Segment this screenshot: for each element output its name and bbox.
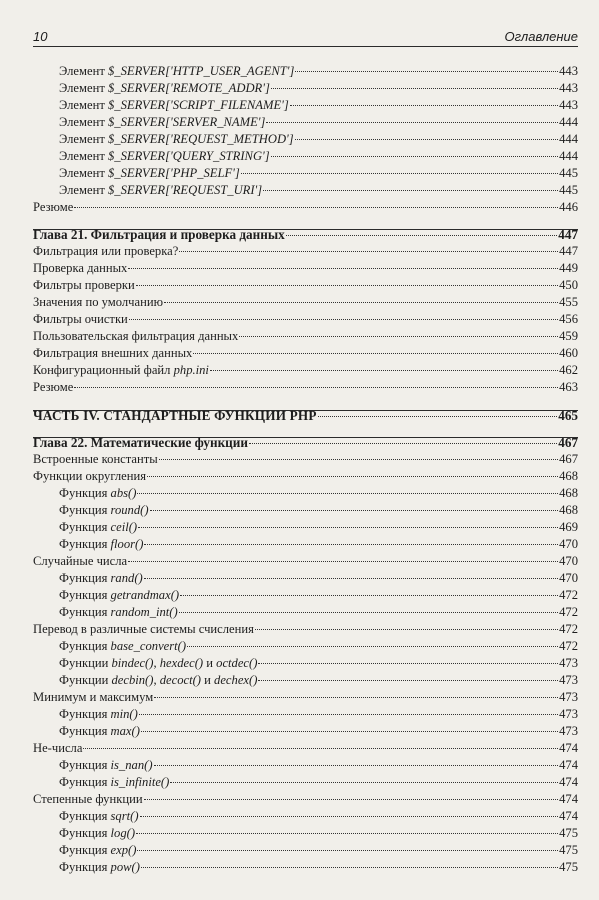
toc-page-number: 474: [559, 809, 578, 823]
toc-page-number: 473: [559, 724, 578, 738]
toc-page-number: 460: [559, 346, 578, 360]
toc-entry-label: Элемент $_SERVER['SERVER_NAME']: [59, 115, 266, 129]
toc-entry-label: Функция round(): [59, 503, 149, 517]
toc-page-number: 474: [559, 775, 578, 789]
toc-entry-label: Функция abs(): [59, 486, 137, 500]
toc-page-number: 474: [559, 758, 578, 772]
toc-entry-label: Пользовательская фильтрация данных: [33, 329, 239, 343]
toc-entry: [33, 707, 578, 722]
page-header: [33, 27, 578, 45]
toc-entry-label: Фильтрация внешних данных: [33, 346, 193, 360]
toc-page-number: 470: [559, 554, 578, 568]
toc-entry-label: Резюме: [33, 380, 74, 394]
toc-entry-label: Случайные числа: [33, 554, 128, 568]
toc-page-number: 475: [559, 826, 578, 840]
dot-leader: [144, 799, 559, 800]
toc-entry-label: Функция sqrt(): [59, 809, 139, 823]
toc-entry: [33, 588, 578, 603]
dot-leader: [128, 268, 558, 269]
page-number: 10: [33, 29, 48, 44]
dot-leader: [154, 697, 558, 698]
toc-entry-label: Элемент $_SERVER['REQUEST_METHOD']: [59, 132, 294, 146]
toc-entry-label: Функции округления: [33, 469, 146, 483]
toc-page-number: 472: [559, 588, 578, 602]
dot-leader: [290, 105, 558, 106]
dot-leader: [258, 663, 558, 664]
toc-entry-label: Глава 21. Фильтрация и проверка данных: [33, 227, 285, 242]
toc-entry: [33, 132, 578, 147]
toc-entry-label: Функция max(): [59, 724, 140, 738]
toc-page-number: 472: [559, 605, 578, 619]
dot-leader: [263, 190, 558, 191]
toc-entry-label: Элемент $_SERVER['QUERY_STRING']: [59, 149, 270, 163]
toc-page-number: 469: [559, 520, 578, 534]
toc-entry: [33, 261, 578, 276]
toc-entry: [33, 843, 578, 858]
toc-entry: [33, 775, 578, 790]
toc-entry: [33, 520, 578, 535]
toc-page-number: 468: [559, 469, 578, 483]
toc-entry: [33, 690, 578, 705]
toc-entry: [33, 554, 578, 569]
toc-entry-label: Элемент $_SERVER['SCRIPT_FILENAME']: [59, 98, 289, 112]
running-title: Оглавление: [504, 29, 578, 44]
dot-leader: [137, 850, 558, 851]
toc-page-number: 473: [559, 690, 578, 704]
dot-leader: [255, 629, 558, 630]
dot-leader: [241, 173, 558, 174]
dot-leader: [137, 493, 558, 494]
toc-page-number: 445: [559, 183, 578, 197]
dot-leader: [295, 71, 558, 72]
dot-leader: [286, 235, 557, 236]
dot-leader: [147, 476, 558, 477]
toc-page-number: 456: [559, 312, 578, 326]
toc-entry-label: Функция log(): [59, 826, 136, 840]
dot-leader: [179, 251, 558, 252]
dot-leader: [271, 88, 558, 89]
toc-entry: [33, 537, 578, 552]
toc-entry-label: Элемент $_SERVER['REMOTE_ADDR']: [59, 81, 270, 95]
toc-entry: [33, 166, 578, 181]
dot-leader: [271, 156, 558, 157]
toc-entry: [33, 503, 578, 518]
dot-leader: [136, 833, 558, 834]
toc-entry: [33, 149, 578, 164]
toc-entry: [33, 605, 578, 620]
dot-leader: [139, 714, 558, 715]
toc-entry: [33, 295, 578, 310]
toc-entry-label: Проверка данных: [33, 261, 128, 275]
toc-page-number: 467: [558, 435, 578, 450]
dot-leader: [187, 646, 558, 647]
dot-leader: [249, 443, 557, 444]
toc-entry-label: Фильтры проверки: [33, 278, 135, 292]
toc-entry-label: Функции bindec(), hexdec() и octdec(): [59, 656, 258, 670]
toc-page-number: 450: [559, 278, 578, 292]
toc-entry-label: Функция random_int(): [59, 605, 178, 619]
toc-page-number: 468: [559, 486, 578, 500]
toc-entry-label: Функция min(): [59, 707, 138, 721]
toc-entry-label: Не-числа: [33, 741, 83, 755]
dot-leader: [74, 207, 558, 208]
toc-entry: [33, 741, 578, 756]
dot-leader: [159, 459, 558, 460]
toc-entry: [33, 200, 578, 215]
dot-leader: [128, 561, 558, 562]
toc-entry: [33, 792, 578, 807]
toc-page-number: 474: [559, 792, 578, 806]
toc-entry-label: Минимум и максимум: [33, 690, 154, 704]
toc-page-number: 449: [559, 261, 578, 275]
toc-entry: [33, 809, 578, 824]
toc-page-number: 473: [559, 673, 578, 687]
toc-page-number: 455: [559, 295, 578, 309]
toc-entry-label: Элемент $_SERVER['REQUEST_URI']: [59, 183, 263, 197]
toc-page-number: 462: [559, 363, 578, 377]
toc-entry: [33, 98, 578, 113]
dot-leader: [318, 416, 558, 417]
dot-leader: [193, 353, 558, 354]
toc-page-number: 465: [558, 408, 578, 423]
dot-leader: [239, 336, 558, 337]
toc-entry-label: Встроенные константы: [33, 452, 158, 466]
toc-page-number: 473: [559, 707, 578, 721]
toc-entry: [33, 278, 578, 293]
toc-entry-label: Функция base_convert(): [59, 639, 187, 653]
toc-page-number: 447: [559, 244, 578, 258]
dot-leader: [266, 122, 558, 123]
dot-leader: [295, 139, 558, 140]
toc-page-number: 443: [559, 81, 578, 95]
dot-leader: [141, 731, 558, 732]
dot-leader: [138, 527, 558, 528]
toc-entry: [33, 673, 578, 688]
toc-page-number: 473: [559, 656, 578, 670]
toc-entry: [33, 380, 578, 395]
toc-entry-label: Функция is_infinite(): [59, 775, 170, 789]
toc-entry-label: ЧАСТЬ IV. СТАНДАРТНЫЕ ФУНКЦИИ PHP: [33, 408, 317, 423]
toc-entry-label: Фильтры очистки: [33, 312, 128, 326]
toc-page-number: 467: [559, 452, 578, 466]
toc-page-number: 474: [559, 741, 578, 755]
toc-entry: [33, 363, 578, 378]
toc-page-number: 443: [559, 64, 578, 78]
toc-entry: [33, 639, 578, 654]
dot-leader: [179, 612, 558, 613]
dot-leader: [150, 510, 559, 511]
toc-entry-label: Значения по умолчанию: [33, 295, 163, 309]
toc-page-number: 475: [559, 843, 578, 857]
toc-entry: [33, 860, 578, 875]
toc-page-number: 463: [559, 380, 578, 394]
toc-entry: [33, 826, 578, 841]
toc-page-number: 445: [559, 166, 578, 180]
toc-page-number: 447: [558, 227, 578, 242]
toc-page-number: 470: [559, 571, 578, 585]
toc-entry-label: Функция rand(): [59, 571, 143, 585]
toc-entry: [33, 452, 578, 467]
toc-page-number: 472: [559, 622, 578, 636]
dot-leader: [164, 302, 558, 303]
dot-leader: [129, 319, 558, 320]
toc-entry: [33, 486, 578, 501]
dot-leader: [154, 765, 559, 766]
dot-leader: [74, 387, 558, 388]
toc-chapter: [33, 435, 578, 450]
toc-page-number: 446: [559, 200, 578, 214]
toc-entry: [33, 115, 578, 130]
toc-page-number: 459: [559, 329, 578, 343]
toc-page-number: 475: [559, 860, 578, 874]
toc-page-number: 444: [559, 149, 578, 163]
toc-chapter: [33, 227, 578, 242]
toc-entry-label: Функция is_nan(): [59, 758, 153, 772]
dot-leader: [180, 595, 558, 596]
toc-entry: [33, 81, 578, 96]
toc-page-number: 443: [559, 98, 578, 112]
toc-entry: [33, 758, 578, 773]
toc-entry-label: Элемент $_SERVER['HTTP_USER_AGENT']: [59, 64, 295, 78]
toc-entry: [33, 469, 578, 484]
toc-entry: [33, 312, 578, 327]
dot-leader: [144, 544, 558, 545]
dot-leader: [210, 370, 558, 371]
header-rule: [33, 46, 578, 47]
toc-entry-label: Функция pow(): [59, 860, 140, 874]
toc-entry-label: Элемент $_SERVER['PHP_SELF']: [59, 166, 240, 180]
toc-entry-label: Перевод в различные системы счисления: [33, 622, 254, 636]
toc-entry: [33, 329, 578, 344]
toc-entry-label: Функция ceil(): [59, 520, 138, 534]
toc-page-number: 444: [559, 132, 578, 146]
toc-entry: [33, 724, 578, 739]
toc-page-number: 470: [559, 537, 578, 551]
toc-entry-label: Глава 22. Математические функции: [33, 435, 248, 450]
dot-leader: [136, 285, 558, 286]
dot-leader: [170, 782, 558, 783]
dot-leader: [140, 816, 559, 817]
toc-entry: [33, 656, 578, 671]
toc-entry: [33, 64, 578, 79]
toc-entry-label: Фильтрация или проверка?: [33, 244, 179, 258]
toc-entry-label: Функция getrandmax(): [59, 588, 180, 602]
toc-entry: [33, 244, 578, 259]
toc-entry: [33, 183, 578, 198]
toc-entry-label: Функция floor(): [59, 537, 144, 551]
toc-entry: [33, 571, 578, 586]
toc-entry: [33, 622, 578, 637]
toc-entry-label: Конфигурационный файл php.ini: [33, 363, 209, 377]
dot-leader: [141, 867, 558, 868]
dot-leader: [144, 578, 558, 579]
toc-entry-label: Функции decbin(), decoct() и dechex(): [59, 673, 258, 687]
toc-page-number: 444: [559, 115, 578, 129]
dot-leader: [258, 680, 558, 681]
toc-entry-label: Степенные функции: [33, 792, 143, 806]
toc-page-number: 472: [559, 639, 578, 653]
toc-part: [33, 408, 578, 423]
toc-page-number: 468: [559, 503, 578, 517]
toc-entry: [33, 346, 578, 361]
toc-entry-label: Резюме: [33, 200, 74, 214]
toc-entry-label: Функция exp(): [59, 843, 137, 857]
dot-leader: [83, 748, 558, 749]
